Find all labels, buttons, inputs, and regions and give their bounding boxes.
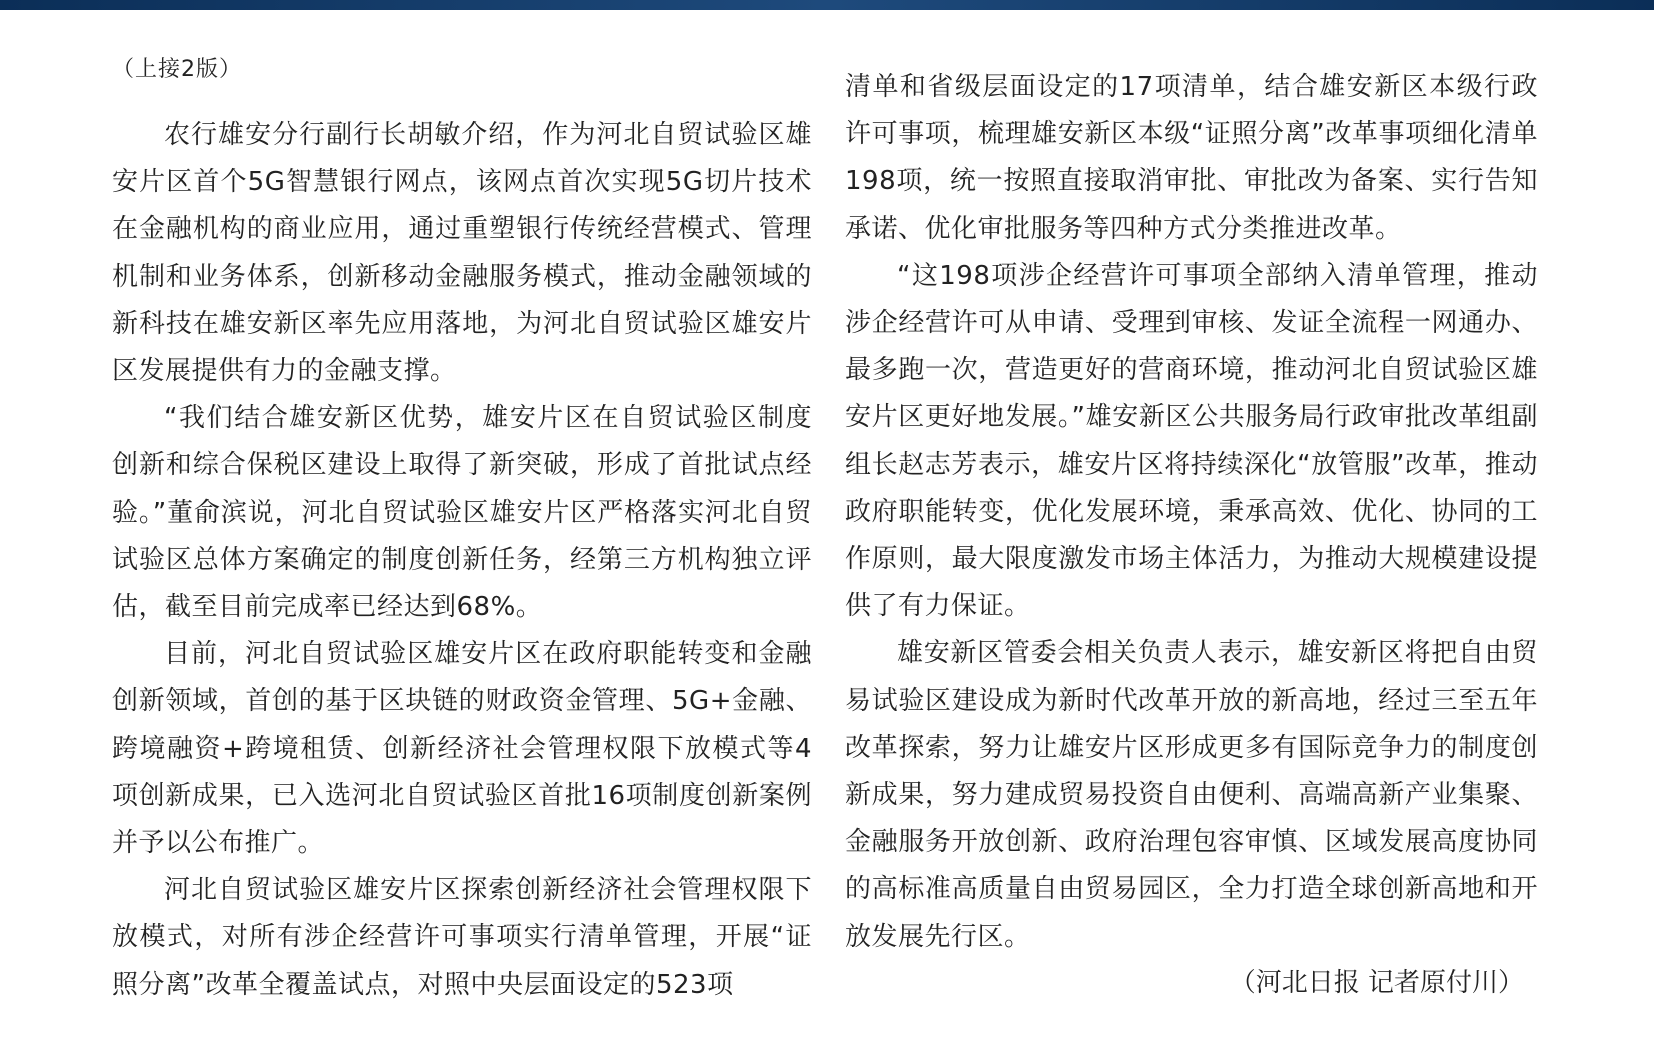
article-paragraph: 雄安新区管委会相关负责人表示，雄安新区将把自由贸易试验区建设成为新时代改革开放的新高地，经过三至五年改革探索，努力让雄安片区形成更多有国际竞争力的制度创新成果，努力建成贸易投资自由便利、高端高新产业集聚、金融服务开放创新、政府治理包容审慎、区域发展高度协同的高标准高质量自由贸易园区，全力打造全球创新高地和开放发展先行区。: [845, 638, 1538, 952]
right-column: [845, 64, 1538, 961]
article-paragraph: 河北自贸试验区雄安片区探索创新经济社会管理权限下放模式，对所有涉企经营许可事项实行清单管理，开展“证照分离”改革全覆盖试点，对照中央层面设定的523项: [112, 875, 812, 1000]
article-paragraph-continued: 清单和省级层面设定的17项清单，结合雄安新区本级行政许可事项，梳理雄安新区本级“证照分离”改革事项细化清单198项，统一按照直接取消审批、审批改为备案、实行告知承诺、优化审批服务等四种方式分类推进改革。: [845, 72, 1538, 244]
article-paragraph: “我们结合雄安新区优势，雄安片区在自贸试验区制度创新和综合保税区建设上取得了新突破，形成了首批试点经验。”董俞滨说，河北自贸试验区雄安片区严格落实河北自贸试验区总体方案确定的制度创新任务，经第三方机构独立评估，截至目前完成率已经达到68%。: [112, 403, 812, 623]
left-column: [112, 112, 812, 1009]
continuation-note: （上接2版）: [112, 57, 242, 82]
article-paragraph: “这198项涉企经营许可事项全部纳入清单管理，推动涉企经营许可从申请、受理到审核、发证全流程一网通办、最多跑一次，营造更好的营商环境，推动河北自贸试验区雄安片区更好地发展。”雄安新区公共服务局行政审批改革组副组长赵志芳表示，雄安片区将持续深化“放管服”改革，推动政府职能转变，优化发展环境，秉承高效、优化、协同的工作原则，最大限度激发市场主体活力，为推动大规模建设提供了有力保证。: [845, 260, 1538, 622]
article-paragraph: 目前，河北自贸试验区雄安片区在政府职能转变和金融创新领域，首创的基于区块链的财政资金管理、5G+金融、跨境融资+跨境租赁、创新经济社会管理权限下放模式等4项创新成果，已入选河北自贸试验区首批16项制度创新案例并予以公布推广。: [112, 639, 812, 859]
article-paragraph: 农行雄安分行副行长胡敏介绍，作为河北自贸试验区雄安片区首个5G智慧银行网点，该网点首次实现5G切片技术在金融机构的商业应用，通过重塑银行传统经营模式、管理机制和业务体系，创新移动金融服务模式，推动金融领域的新科技在雄安新区率先应用落地，为河北自贸试验区雄安片区发展提供有力的金融支撑。: [112, 120, 812, 387]
byline: （河北日报 记者原付川）: [1229, 968, 1524, 998]
